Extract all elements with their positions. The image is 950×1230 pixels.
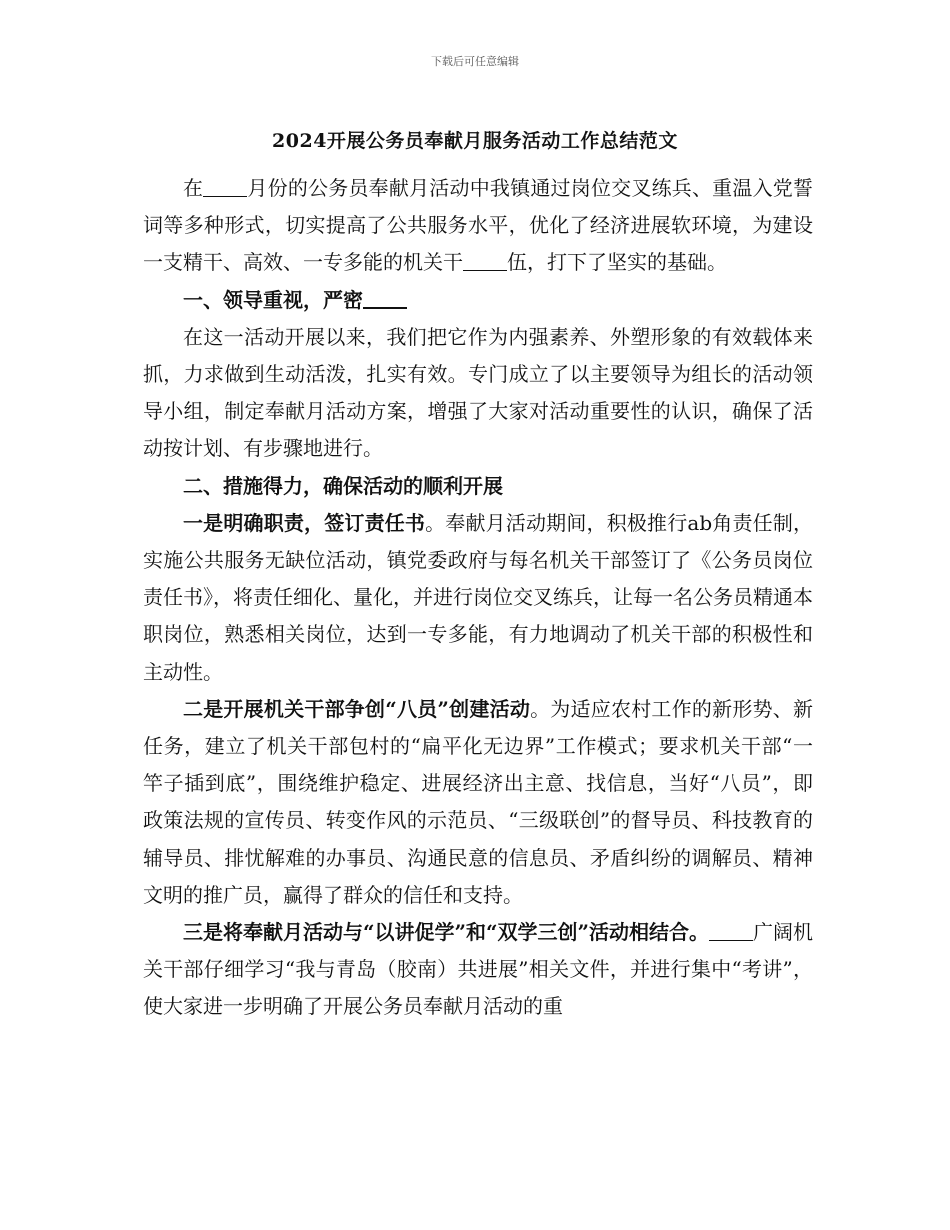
intro-text-3: 伍，打下了坚实的基础。 <box>507 250 727 275</box>
item1-paragraph <box>143 505 813 691</box>
document-body <box>143 170 813 1026</box>
section1-heading-text: 一、领导重视，严密 <box>183 287 363 312</box>
item3-text: 广阔机关干部仔细学习“我与青岛（胶南）共进展”相关文件，并进行集中“考讲”，使大家进一步明确了开展公务员奉献月活动的重 <box>143 920 814 1019</box>
section1-heading <box>143 282 813 319</box>
item3-lead: 三是将奉献月活动与“以讲促学”和“双学三创”活动相结合。 <box>183 920 710 945</box>
blank-line <box>363 287 407 309</box>
blank-line <box>709 920 753 941</box>
intro-paragraph <box>143 170 813 282</box>
blank-line <box>463 250 507 271</box>
intro-text-2: 月份的公务员奉献月活动中我镇通过岗位交叉练兵、重温入党誓词等多种形式，切实提高了公共服务水平，优化了经济进展软环境，为建设一支精干、高效、一专多能的机关干 <box>143 176 814 275</box>
item1-text: 。奉献月活动期间，积极推行ab角责任制，实施公共服务无缺位活动，镇党委政府与每名机关干部签订了《公务员岗位责任书》，将责任细化、量化，并进行岗位交叉练兵，让每一名公务员精通本职岗位，熟悉相关岗位，达到一专多能，有力地调动了机关干部的积极性和主动性。 <box>143 510 813 684</box>
section2-heading: 二、措施得力，确保活动的顺利开展 <box>183 473 503 498</box>
item2-paragraph <box>143 691 813 914</box>
item2-text: 。为适应农村工作的新形势、新任务，建立了机关干部包村的“扁平化无边界”工作模式；要求机关干部“一竿子插到底”，围绕维护稳定、进展经济出主意、找信息，当好“八员”，即政策法规的宣传员、转变作风的示范员、“三级联创”的督导员、科技教育的辅导员、排忧解难的办事员、沟通民意的信息员、矛盾纠纷的调解员、精神文明的推广员，赢得了群众的信任和支持。 <box>143 696 814 907</box>
blank-line <box>203 176 247 197</box>
page-header: 下载后可任意编辑 <box>431 55 519 68</box>
intro-text-1: 在 <box>183 176 204 200</box>
item2-lead: 二是开展机关干部争创“八员”创建活动 <box>183 696 531 721</box>
item3-paragraph <box>143 914 813 1026</box>
document-title: 2024开展公务员奉献月服务活动工作总结范文 <box>272 130 678 152</box>
section1-paragraph: 在这一活动开展以来，我们把它作为内强素养、外塑形象的有效载体来抓，力求做到生动活泼，扎实有效。专门成立了以主要领导为组长的活动领导小组，制定奉献月活动方案，增强了大家对活动重要性的认识，确保了活动按计划、有步骤地进行。 <box>143 324 813 461</box>
item1-lead: 一是明确职责，签订责任书 <box>183 510 426 535</box>
